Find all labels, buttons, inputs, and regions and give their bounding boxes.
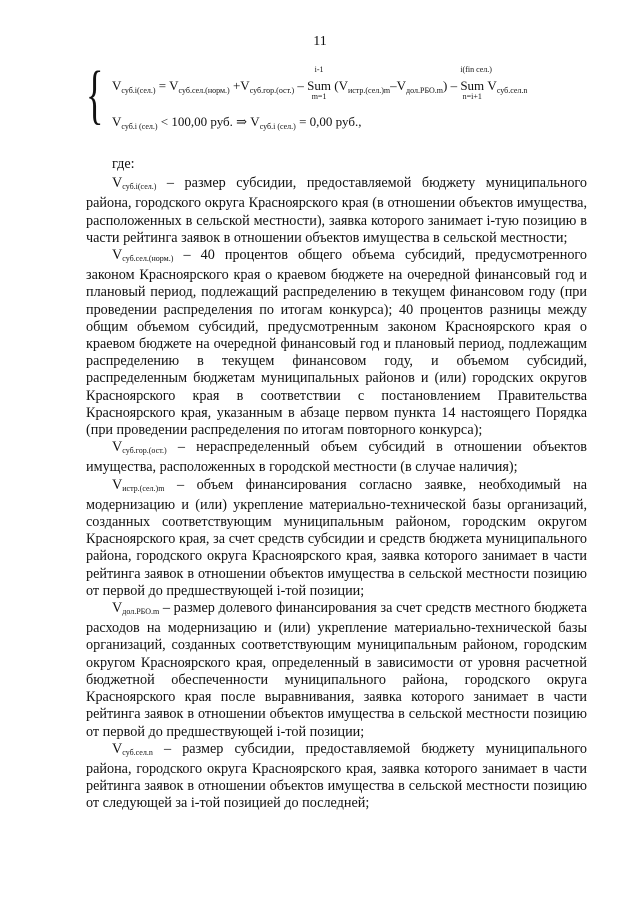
term2-subscript: суб.гор.(ост.) [249, 86, 295, 95]
cond-subscript: суб.i (сел.) [121, 122, 158, 131]
def-symbol: V [112, 600, 123, 617]
result-subscript: суб.i (сел.) [259, 122, 296, 131]
definition-v-sub-rural-norm [86, 247, 587, 439]
formula-line-1 [112, 65, 528, 101]
sum2-upper-limit: i(fin сел.) [460, 65, 492, 74]
document-body [86, 146, 587, 813]
def-text: – объем финансирования согласно заявке, необходимый на модернизацию и (или) укрепление материально-технической базы организаций, созданных соответствующим муниципальным районом, городским округом Красноярского края, за счет средств субсидии и средств бюджета муниципального района, городского округа Красноярского края, заявка которого занимает в части рейтинга заявок в отношении объектов имущества в сельской местности позицию от первой до предшествующей i-той позиции; [86, 476, 587, 599]
term1-subscript: суб.сел.(норм.) [178, 86, 230, 95]
result-text: = 0,00 руб., [295, 114, 362, 129]
term4-subscript: дол.РБО.m [406, 86, 443, 95]
def-subscript: дол.РБО.m [122, 607, 160, 617]
def-text: – 40 процентов общего объема субсидий, предусмотренного законом Красноярского края о краевом бюджете на очередной финансовый год и плановый период, подлежащий распределению в текущем финансовом году (при проведении распределения по итогам конкурса); 40 процентов разницы между общим объемом субсидий, предусмотренным законом Красноярского края о краевом бюджете на очередной финансовый год и плановый период, подлежащим распределению в текущем финансовом году, и объемом субсидий, распределенным бюджетам муниципальных районов и (или) городских округов Красноярского края в соответствии с постановлением Правительства Красноярского края, указанным в абзаце первом пункта 14 настоящего Порядка (при проведении распределения по итогам повторного конкурса); [86, 247, 587, 439]
def-text: – размер субсидии, предоставляемой бюджету муниципального района, городского округа Красноярского края, заявка которого занимает в части рейтинга заявок в отношении объектов имущества в сельской местности позицию от следующей за i-той позицией до последней; [86, 740, 587, 812]
definition-v-sub-urban-rest [86, 439, 587, 476]
definition-v-istr-rural-m [86, 477, 587, 600]
cond-text: < 100,00 руб. ⇒ V [157, 114, 260, 129]
dash-term: –V [390, 78, 407, 93]
def-symbol: V [112, 476, 123, 493]
def-subscript: суб.гор.(ост.) [122, 446, 167, 456]
def-subscript: суб.i(сел.) [122, 182, 157, 192]
sum1-lower-limit: m=1 [311, 92, 327, 101]
definition-v-sub-rural-n [86, 741, 587, 813]
equals-term: = V [155, 78, 179, 93]
def-text: – нераспределенный объем субсидий в отношении объектов имущества, расположенных в городской местности (в случае наличия); [86, 439, 587, 476]
sum2-lower-limit: n=i+1 [462, 92, 482, 101]
sum-operator-1 [307, 65, 331, 101]
plus-term: +V [229, 78, 250, 93]
term5-symbol: V [484, 78, 497, 93]
where-label: где: [112, 156, 135, 172]
cond-symbol: V [112, 114, 122, 129]
lhs-symbol: V [112, 78, 122, 93]
def-subscript: суб.сел.(норм.) [122, 254, 174, 264]
term5-subscript: суб.сел.n [496, 86, 528, 95]
def-text: – размер долевого финансирования за счет средств местного бюджета расходов на модернизацию и (или) укрепление материально-технической базы организаций, созданных соответствующим муниципальным районом, городским округом Красноярского края, определенный в зависимости от уровня расчетной бюджетной обеспеченности муниципального района, городского округа Красноярского края после выравнивания, заявка которого занимает в части рейтинга заявок в отношении объектов имущества в сельской местности позицию от первой до предшествующей i-той позиции; [86, 600, 587, 740]
definition-v-sub-i-rural [86, 175, 587, 247]
def-symbol: V [112, 439, 123, 456]
formula-block [86, 58, 606, 138]
sum2-symbol: Sum [460, 78, 485, 93]
paren-open-term: (V [331, 78, 348, 93]
formula-line-2 [112, 114, 361, 131]
definition-v-dol-rbo-m [86, 600, 587, 741]
sum1-symbol: Sum [307, 78, 331, 93]
def-symbol: V [112, 175, 123, 192]
left-brace: { [86, 58, 104, 131]
def-subscript: суб.сел.n [122, 747, 153, 757]
lhs-subscript: суб.i(сел.) [121, 86, 156, 95]
term3-subscript: истр.(сел.)m [347, 86, 391, 95]
page-number: 11 [313, 34, 327, 49]
sum1-upper-limit: i-1 [314, 65, 324, 74]
paren-close-term: ) – [442, 78, 461, 93]
minus-sign: – [294, 78, 308, 93]
def-symbol: V [112, 247, 123, 264]
def-text: – размер субсидии, предоставляемой бюджету муниципального района, городского округа Красноярского края (в отношении объектов имущества, расположенных в сельской местности), заявка которого занимает i-тую позицию в части рейтинга заявок в отношении объектов имущества в сельской местности; [86, 175, 587, 246]
def-subscript: истр.(сел.)m [122, 483, 165, 493]
sum-operator-2 [460, 65, 492, 101]
def-symbol: V [112, 740, 123, 757]
